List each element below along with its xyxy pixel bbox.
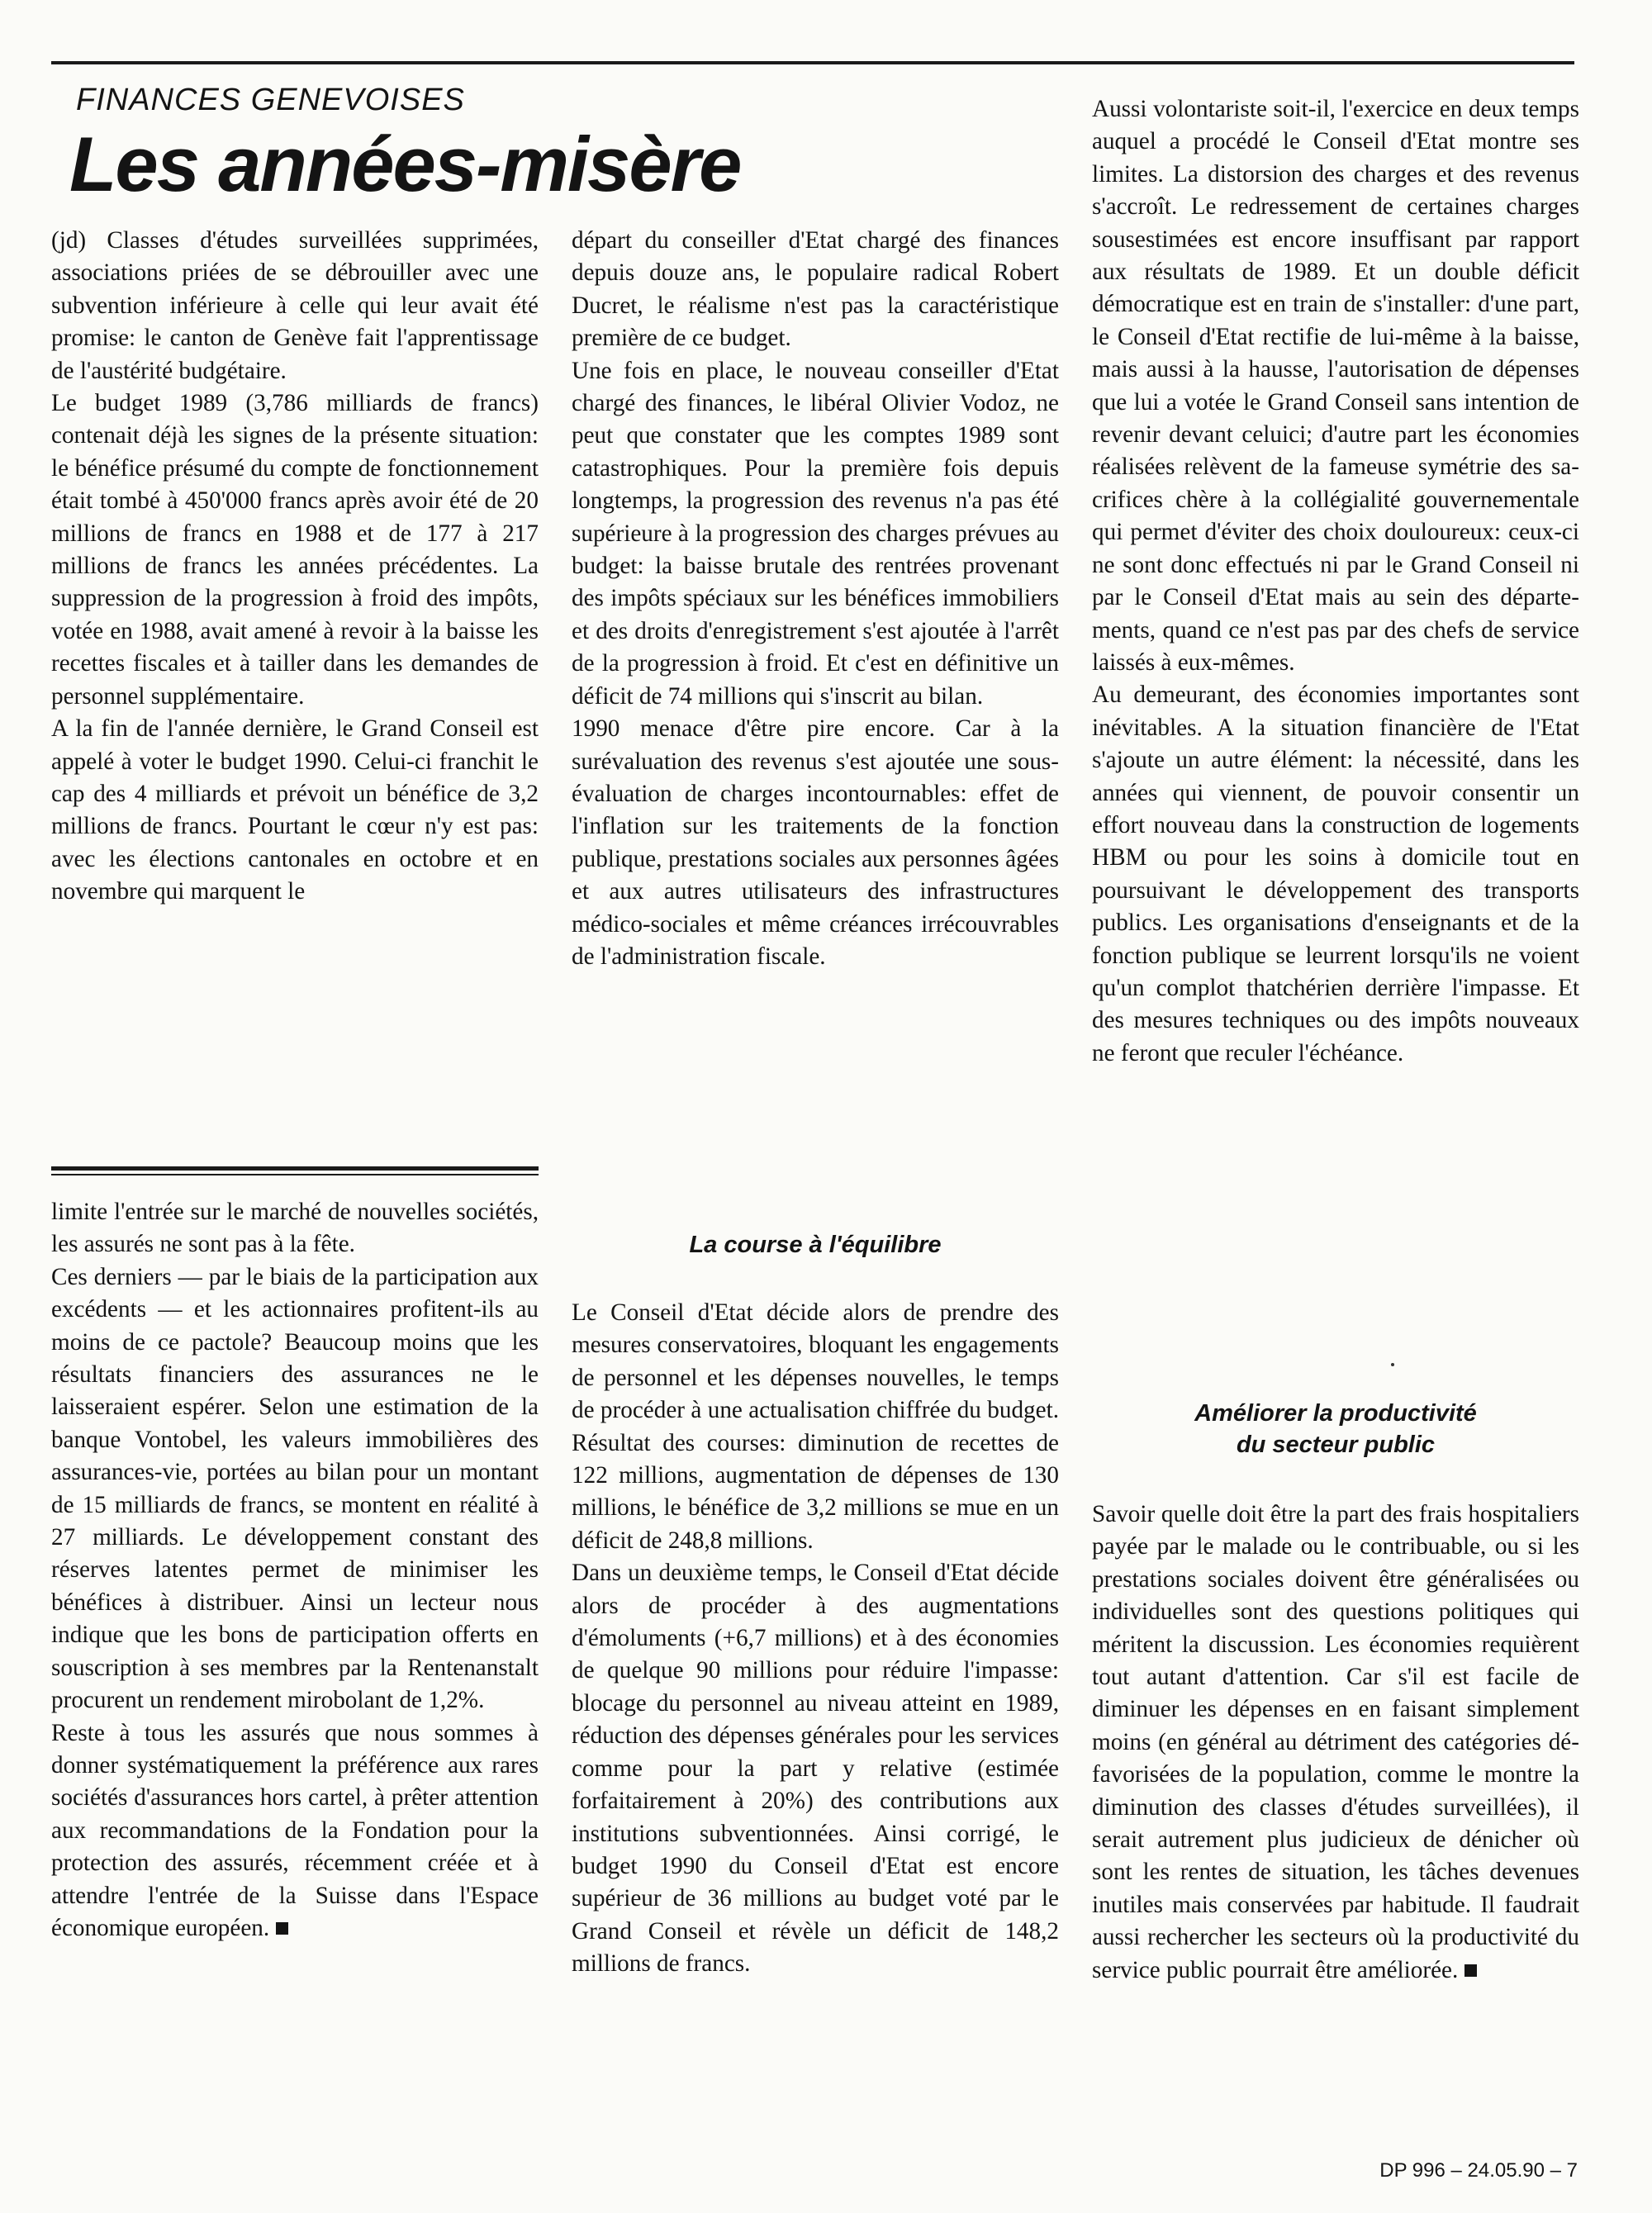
column-3-upper [1092,93,1579,1070]
subheading-course-equilibre: La course à l'équilibre [689,1232,942,1258]
column-3-lower [1092,1498,1579,1987]
paragraph: Une fois en place, le nouveau conseiller d'Etat chargé des finances, le libéral Olivier Vodoz, ne peut que constater que les comptes 1989 sont catastrophiques. Pour la première fois depuis longtemps, la progression des revenus n'a pas été supérieure à la progression des charges prévues au budget: la baisse brutale des rentrées provenant des impôts spéciaux sur les bénéfices immobiliers et des droits d'enregistrement s'est ajoutée à l'arrêt de la progression à froid. Et c'est en définitive un déficit de 74 millions qui s'inscrit au bilan. [572,357,1059,710]
paragraph: départ du conseiller d'Etat chargé des finances depuis douze ans, le populaire radical Robert Ducret, le réalisme n'est pas la caractéristique première de ce budget. [572,227,1059,352]
paragraph: Reste à tous les assurés que nous sommes à donner systématiquement la préférence aux rares sociétés d'assurances hors cartel, à prêter attention aux recommandations de la Fondation pour la protection des assurés, récemment créée et à attendre l'entrée de la Suisse dans l'Espace économique européen. [51,1719,539,1941]
paragraph: Ces derniers — par le biais de la participation aux excédents — et les actionnaires profitent-ils au moins de ce pactole? Beaucoup moins que les résultats financiers des assurances ne le laisseraient espérer. Selon une estimation de la banque Vontobel, les valeurs immobilières des assurances-vie, portées au bilan pour un montant de 15 milliards de francs, se montent en réalité à 27 milliards. Le développement constant des réserves latentes permet de minimiser les bénéfices à distribuer. Ainsi un lecteur nous indique que les bons de participation offerts en souscription à ses membres par la Rentenanstalt procurent un rendement mirobolant de 1,2%. [51,1263,539,1714]
header-rule [51,61,1574,64]
paragraph: Savoir quelle doit être la part des frais hospitaliers payée par le malade ou le contribuable, ou si les prestations sociales doivent être généralisées ou individuelles sont des questions politiques qui méritent la discussion. Les économies requièrent tout autant d'attention. Car s'il est facile de diminuer les dépenses en en faisant simplement moins (en général au détriment des catégories défavorisées de la population, comme le montre la diminution des classes d'études surveillées), il serait autrement plus judicieux de dénicher où sont les rentes de situation, les tâches devenues inutiles mais conservées par habitude. Il faudrait aussi rechercher les secteurs où la productivité du service public pourrait être améliorée. [1092,1501,1579,1983]
paragraph: A la fin de l'année dernière, le Grand Conseil est appelé à voter le budget 1990. Celui-ci franchit le cap des 4 milliards et prévoit un bénéfice de 3,2 millions de francs. Pourtant le cœur n'y est pas: avec les élections cantonales en octobre et en novembre qui marquent le [51,715,539,905]
subheading-line: du secteur public [1236,1432,1436,1458]
paragraph: (jd) Classes d'études surveillées supprimées, associations priées de se débrouiller avec une subvention inférieure à celle qui leur avait été promise: le canton de Genève fait l'apprentissage de l'austérité budgétaire. [51,227,539,384]
paragraph: Le Conseil d'Etat décide alors de prendre des mesures conservatoires, bloquant les engagements de personnel et les dépenses nouvelles, le temps de procéder à une actualisation chiffrée du budget. Résultat des courses: diminution de recettes de 122 millions, augmentation de dépenses de 130 millions, le bénéfice de 3,2 millions se mue en un déficit de 248,8 millions. [572,1299,1059,1554]
divider-thick-line [51,1166,539,1171]
divider-thin-line [51,1174,539,1175]
paragraph: Dans un deuxième temps, le Conseil d'Etat décide alors de procéder à des augmentations d'émoluments (+6,7 millions) et à des économies de quelque 90 millions pour réduire l'impasse: blocage du personnel au niveau atteint en 1989, réduction des dépenses générales pour les services comme pour la part y relative (estimée forfaitairement à 20%) des contributions aux institutions subventionnées. Ainsi corrigé, le budget 1990 du Conseil d'Etat est encore supérieur de 36 millions au budget voté par le Grand Conseil et révèle un déficit de 148,2 millions de francs. [572,1560,1059,1978]
subheading-line: Améliorer la productivité [1194,1400,1477,1427]
column-2-lower [572,1297,1059,1981]
section-divider [51,1166,539,1175]
stray-dot [1391,1363,1394,1366]
subheading-productivite [1092,1398,1579,1460]
section-kicker: FINANCES GENEVOISES [76,83,465,117]
column-1-upper [51,225,539,909]
paragraph: limite l'entrée sur le marché de nouvelles sociétés, les assurés ne sont pas à la fête. [51,1199,539,1258]
end-of-article-mark [1464,1964,1477,1977]
paragraph: 1990 menace d'être pire encore. Car à la surévaluation des revenus s'est ajoutée une sous-évaluation de charges incontournables: effet de l'inflation sur les traitements de la fonction publique, prestations sociales aux personnes âgées et aux autres utilisateurs des infrastructures médico-sociales et même créances irrécouvrables de l'administration fiscale. [572,715,1059,970]
paragraph: Aussi volontariste soit-il, l'exercice en deux temps auquel a procédé le Conseil d'Etat montre ses limites. La distorsion des charges et des revenus s'accroît. Le redressement de certaines charges sousestimées est encore insuffisant par rapport aux résultats de 1989. Et un double déficit démocratique est en train de s'installer: d'une part, le Conseil d'Etat rectifie de lui-même à la baisse, mais aussi à la hausse, l'autorisation de dépenses que lui a votée le Grand Conseil sans intention de revenir devant celuici; d'autre part les économies réalisées relèvent de la fameuse symétrie des sacrifices chère à la collégialité gouvernementale qui permet d'éviter des choix douloureux: ceux-ci ne sont donc effectués ni par le Grand Conseil ni par le Conseil d'Etat mais au sein des départements, quand ce n'est pas par des chefs de service laissés à eux-mêmes. [1092,96,1579,676]
paragraph: Au demeurant, des économies importantes sont inévitables. A la situation financière de l'Etat s'ajoute un autre élément: la nécessité, dans les années qui viennent, de pouvoir consentir un effort nouveau dans la construction de logements HBM ou pour les soins à domicile tout en poursuivant le développement des transports publics. Les organisations d'enseignants et de la fonction publique se leurrent lorsqu'ils ne voient qu'un complot thatchérien derrière l'impasse. Et des mesures techniques ou des impôts nouveaux ne feront que reculer l'échéance. [1092,681,1579,1066]
paragraph: Le budget 1989 (3,786 milliards de francs) contenait déjà les signes de la présente situation: le bénéfice présumé du compte de fonctionnement était tombé à 450'000 francs après avoir été de 20 millions de francs en 1988 et de 177 à 217 millions de francs les années précédentes. La suppression de la progression à froid des impôts, votée en 1988, avait amené à revoir à la baisse les recettes fiscales et à tailler dans les demandes de personnel supplémentaire. [51,390,539,710]
article-headline: Les années-misère [69,121,741,207]
page-folio: DP 996 – 24.05.90 – 7 [1379,2159,1578,2182]
column-2-upper [572,225,1059,973]
paragraph-with-endmark [51,1717,539,1945]
paragraph-with-endmark [1092,1498,1579,1987]
end-of-article-mark [276,1922,288,1935]
column-1-lower [51,1196,539,1945]
